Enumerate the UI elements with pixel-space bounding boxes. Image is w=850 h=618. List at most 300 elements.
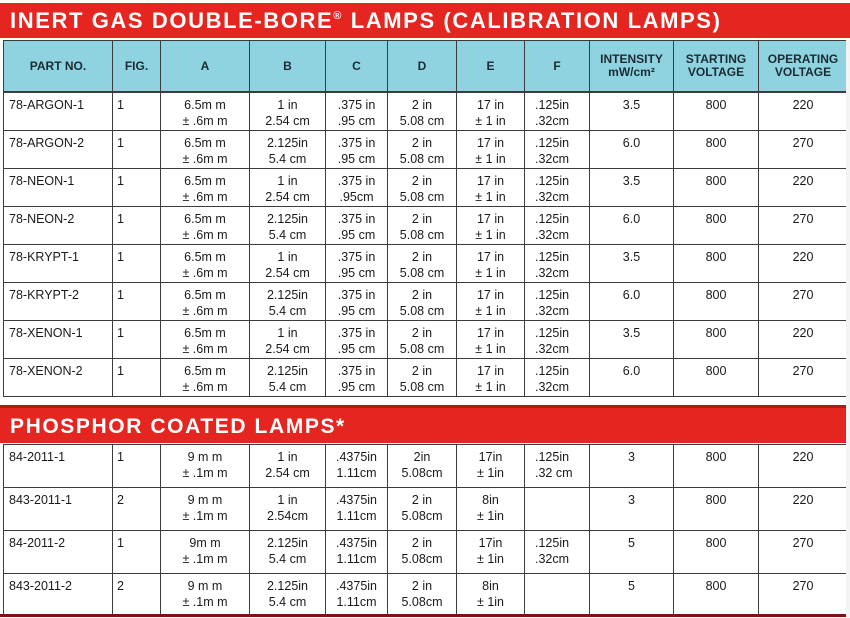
intensity-value: 5 [628,579,635,593]
dimension-a-secondary: ± .1m m [182,552,228,566]
dimension-b-cell [250,93,326,131]
starting-voltage-value: 800 [705,250,727,264]
dimension-b-values [250,245,325,281]
dimension-e-secondary: ± 1 in [475,114,506,128]
dimension-d-primary: 2 in [411,136,433,150]
header-intensity-unit: mW/cm² [608,65,655,79]
operating-voltage-value: 270 [792,536,814,550]
phosphor-lamps-banner [0,405,850,443]
header-b: B [250,41,326,92]
dimension-f-secondary: .32cm [535,552,570,566]
header-d: D [388,41,457,92]
dimension-c-primary: .375 in [337,174,376,188]
dimension-f-secondary: .32cm [535,228,570,242]
dimension-c-values [326,488,387,524]
dimension-b-values [250,207,325,243]
fig-cell [113,359,161,397]
dimension-c-primary: .4375in [335,536,377,550]
dimension-b-cell [250,207,326,245]
dimension-c-values [326,359,387,395]
dimension-a-cell [161,359,250,397]
dimension-e-primary: 17 in [476,288,505,302]
dimension-c-secondary: .95 cm [337,266,376,280]
dimension-a-secondary: ± .6m m [182,304,228,318]
dimension-e-cell [457,131,525,169]
part-number-cell [4,93,113,131]
dimension-f-primary: .125in [535,98,570,112]
dimension-b-values [250,445,325,481]
dimension-b-values [250,359,325,395]
part-number-cell [4,283,113,321]
dimension-d-primary: 2 in [411,536,433,550]
dimension-b-primary: 1 in [277,98,298,112]
dimension-c-secondary: .95 cm [337,114,376,128]
dimension-a-cell [161,283,250,321]
dimension-a-secondary: ± .6m m [182,342,228,356]
figure-number: 1 [117,288,124,302]
header-operating-label: OPERATING [767,52,839,66]
table-row [4,93,848,131]
starting-voltage-cell [674,359,759,397]
starting-voltage-cell [674,93,759,131]
dimension-d-primary: 2 in [411,98,433,112]
dimension-f-values [525,321,589,357]
dimension-a-values [161,169,249,205]
part-number: 78-ARGON-2 [9,136,85,150]
dimension-d-secondary: 5.08 cm [399,114,445,128]
dimension-a-values [161,207,249,243]
calibration-title-rest: LAMPS (CALIBRATION LAMPS) [343,8,722,33]
dimension-c-cell [326,488,388,531]
dimension-e-values [457,321,524,357]
dimension-c-values [326,245,387,281]
dimension-d-secondary: 5.08cm [401,595,443,609]
fig-cell [113,574,161,617]
header-intensity-label: INTENSITY [600,52,663,66]
dimension-c-secondary: .95cm [339,190,374,204]
operating-voltage-value: 270 [792,579,814,593]
intensity-cell [590,169,674,207]
dimension-f-cell [525,283,590,321]
dimension-d-values [388,359,456,395]
table-row [4,531,848,574]
dimension-d-secondary: 5.08 cm [399,266,445,280]
dimension-b-cell [250,131,326,169]
dimension-b-cell [250,245,326,283]
dimension-b-primary: 1 in [277,450,298,464]
dimension-e-values [457,359,524,395]
dimension-a-values [161,531,249,567]
starting-voltage-cell [674,321,759,359]
operating-voltage-cell [759,283,848,321]
dimension-f-secondary: .32cm [535,304,570,318]
dimension-e-primary: 17 in [476,250,505,264]
dimension-f-primary: .125in [535,136,570,150]
operating-voltage-value: 270 [792,212,814,226]
starting-voltage-cell [674,169,759,207]
dimension-e-values [457,531,524,567]
dimension-a-primary: 6.5m m [184,364,226,378]
dimension-d-cell [388,131,457,169]
dimension-d-values [388,488,456,524]
dimension-d-cell [388,359,457,397]
dimension-a-primary: 6.5m m [184,174,226,188]
operating-voltage-value: 220 [792,174,814,188]
dimension-a-primary: 9 m m [187,579,223,593]
table-row [4,574,848,617]
fig-cell [113,169,161,207]
intensity-cell [590,245,674,283]
header-operating-voltage-label: VOLTAGE [774,65,832,79]
dimension-d-primary: 2 in [411,288,433,302]
figure-number: 1 [117,250,124,264]
dimension-e-secondary: ± 1 in [475,304,506,318]
dimension-b-secondary: 5.4 cm [268,552,307,566]
dimension-b-primary: 2.125in [266,288,308,302]
operating-voltage-cell [759,531,848,574]
dimension-b-values [250,131,325,167]
dimension-a-secondary: ± .6m m [182,152,228,166]
dimension-c-values [326,169,387,205]
dimension-d-values [388,131,456,167]
dimension-c-cell [326,207,388,245]
dimension-b-secondary: 5.4 cm [268,304,307,318]
dimension-d-secondary: 5.08 cm [399,380,445,394]
intensity-value: 6.0 [622,212,641,226]
operating-voltage-value: 270 [792,136,814,150]
starting-voltage-value: 800 [705,450,727,464]
dimension-a-secondary: ± .1m m [182,595,228,609]
figure-number: 1 [117,364,124,378]
dimension-a-primary: 9m m [189,536,221,550]
dimension-c-secondary: .95 cm [337,304,376,318]
dimension-e-cell [457,488,525,531]
dimension-d-values [388,531,456,567]
dimension-a-cell [161,131,250,169]
dimension-b-cell [250,359,326,397]
dimension-a-values [161,445,249,481]
dimension-a-cell [161,488,250,531]
bottom-red-edge [0,614,850,617]
table-row [4,169,848,207]
dimension-c-values [326,283,387,319]
part-number-cell [4,169,113,207]
dimension-a-primary: 9 m m [187,450,223,464]
dimension-f-cell [525,531,590,574]
dimension-c-primary: .375 in [337,98,376,112]
dimension-a-secondary: ± .6m m [182,380,228,394]
figure-number: 1 [117,136,124,150]
dimension-c-values [326,131,387,167]
intensity-value: 3.5 [622,98,641,112]
dimension-c-values [326,445,387,481]
dimension-e-values [457,488,524,524]
dimension-a-secondary: ± .6m m [182,228,228,242]
dimension-e-values [457,131,524,167]
dimension-f-cell [525,574,590,617]
dimension-d-primary: 2 in [411,212,433,226]
dimension-f-values [525,359,589,395]
dimension-b-cell [250,574,326,617]
figure-number: 1 [117,98,124,112]
part-number: 78-ARGON-1 [9,98,85,112]
dimension-b-cell [250,445,326,488]
dimension-c-cell [326,169,388,207]
dimension-a-values [161,283,249,319]
figure-number: 1 [117,450,124,464]
dimension-a-values [161,321,249,357]
dimension-d-primary: 2 in [411,493,433,507]
starting-voltage-cell [674,488,759,531]
intensity-cell [590,207,674,245]
part-number: 78-KRYPT-2 [9,288,79,302]
dimension-e-cell [457,359,525,397]
header-a: A [161,41,250,92]
dimension-a-cell [161,169,250,207]
dimension-c-values [326,531,387,567]
fig-cell [113,531,161,574]
fig-cell [113,93,161,131]
phosphor-title: PHOSPHOR COATED LAMPS* [10,415,346,438]
dimension-d-primary: 2 in [411,326,433,340]
dimension-b-values [250,531,325,567]
dimension-e-cell [457,321,525,359]
dimension-b-values [250,283,325,319]
dimension-d-cell [388,574,457,617]
dimension-c-secondary: 1.11cm [336,509,377,523]
dimension-c-cell [326,359,388,397]
figure-number: 2 [117,493,124,507]
dimension-f-cell [525,488,590,531]
fig-cell [113,131,161,169]
starting-voltage-value: 800 [705,136,727,150]
starting-voltage-value: 800 [705,98,727,112]
dimension-f-primary: .125in [535,364,570,378]
dimension-f-values [525,169,589,205]
operating-voltage-cell [759,93,848,131]
operating-voltage-value: 220 [792,450,814,464]
dimension-d-values [388,574,456,610]
part-number: 78-XENON-2 [9,364,83,378]
dimension-c-cell [326,574,388,617]
starting-voltage-value: 800 [705,364,727,378]
dimension-e-primary: 17 in [476,174,505,188]
dimension-c-primary: .375 in [337,288,376,302]
part-number-cell [4,445,113,488]
dimension-c-secondary: .95 cm [337,228,376,242]
dimension-e-secondary: ± 1in [476,509,504,523]
dimension-c-cell [326,93,388,131]
dimension-e-values [457,245,524,281]
part-number-cell [4,531,113,574]
dimension-a-values [161,359,249,395]
dimension-b-primary: 1 in [277,174,298,188]
dimension-a-values [161,245,249,281]
dimension-f-secondary: .32 cm [535,466,573,480]
dimension-b-secondary: 2.54 cm [265,466,310,480]
dimension-b-primary: 2.125in [266,136,308,150]
dimension-c-primary: .375 in [337,212,376,226]
starting-voltage-value: 800 [705,536,727,550]
dimension-d-cell [388,321,457,359]
dimension-a-values [161,93,249,129]
dimension-d-values [388,445,456,481]
starting-voltage-cell [674,207,759,245]
operating-voltage-value: 270 [792,364,814,378]
dimension-d-primary: 2in [413,450,431,464]
operating-voltage-value: 220 [792,326,814,340]
dimension-d-secondary: 5.08 cm [399,342,445,356]
operating-voltage-value: 270 [792,288,814,302]
dimension-f-cell [525,321,590,359]
dimension-e-secondary: ± 1 in [475,190,506,204]
dimension-d-cell [388,445,457,488]
dimension-a-cell [161,574,250,617]
dimension-f-cell [525,93,590,131]
operating-voltage-cell [759,169,848,207]
dimension-b-secondary: 5.4 cm [268,152,307,166]
dimension-f-secondary: .32cm [535,266,570,280]
dimension-a-primary: 6.5m m [184,288,226,302]
fig-cell [113,207,161,245]
table-row [4,488,848,531]
dimension-d-cell [388,245,457,283]
dimension-e-cell [457,445,525,488]
starting-voltage-value: 800 [705,493,727,507]
part-number: 84-2011-1 [9,450,66,464]
dimension-c-cell [326,445,388,488]
dimension-e-primary: 17 in [476,98,505,112]
dimension-e-primary: 17 in [476,326,505,340]
fig-cell [113,321,161,359]
intensity-cell [590,488,674,531]
dimension-d-primary: 2 in [411,250,433,264]
starting-voltage-cell [674,445,759,488]
dimension-e-primary: 8in [482,579,499,593]
dimension-d-secondary: 5.08 cm [399,228,445,242]
part-number-cell [4,359,113,397]
dimension-b-secondary: 2.54 cm [265,190,310,204]
part-number-cell [4,574,113,617]
dimension-c-values [326,207,387,243]
part-number-cell [4,321,113,359]
dimension-b-cell [250,321,326,359]
table-row [4,321,848,359]
column-header-row [4,41,848,92]
dimension-d-cell [388,283,457,321]
operating-voltage-value: 220 [792,493,814,507]
dimension-b-secondary: 2.54 cm [265,114,310,128]
intensity-value: 6.0 [622,136,641,150]
dimension-b-secondary: 5.4 cm [268,228,307,242]
dimension-f-cell [525,131,590,169]
part-number-cell [4,488,113,531]
table-row [4,245,848,283]
dimension-f-secondary: .32cm [535,380,570,394]
dimension-c-values [326,321,387,357]
dimension-f-primary: .125in [535,288,570,302]
dimension-a-primary: 6.5m m [184,136,226,150]
dimension-f-primary: .125in [535,174,570,188]
dimension-e-values [457,169,524,205]
dimension-f-primary: .125in [535,536,570,550]
dimension-e-values [457,93,524,129]
dimension-a-cell [161,207,250,245]
dimension-d-primary: 2 in [411,579,433,593]
dimension-b-primary: 2.125in [266,579,308,593]
dimension-d-secondary: 5.08cm [401,466,443,480]
starting-voltage-value: 800 [705,326,727,340]
dimension-e-secondary: ± 1 in [475,380,506,394]
dimension-e-primary: 17 in [476,136,505,150]
part-number: 78-XENON-1 [9,326,83,340]
dimension-f-cell [525,359,590,397]
dimension-b-cell [250,283,326,321]
dimension-c-secondary: .95 cm [337,342,376,356]
calibration-lamps-table [3,92,848,397]
dimension-b-primary: 2.125in [266,212,308,226]
header-fig: FIG. [113,41,161,92]
starting-voltage-value: 800 [705,212,727,226]
table-row [4,359,848,397]
dimension-b-primary: 2.125in [266,364,308,378]
dimension-e-cell [457,93,525,131]
calibration-table-body [4,93,848,397]
calibration-title-main: INERT GAS DOUBLE-BORE [10,8,334,33]
dimension-a-secondary: ± .6m m [182,190,228,204]
phosphor-table-body [4,445,848,617]
dimension-b-cell [250,169,326,207]
header-intensity [590,41,674,92]
starting-voltage-cell [674,531,759,574]
dimension-b-secondary: 2.54cm [267,509,308,523]
intensity-cell [590,574,674,617]
dimension-a-cell [161,245,250,283]
dimension-f-cell [525,245,590,283]
dimension-a-cell [161,93,250,131]
dimension-d-values [388,93,456,129]
dimension-d-cell [388,169,457,207]
dimension-e-primary: 17 in [476,364,505,378]
intensity-cell [590,321,674,359]
dimension-f-values [525,283,589,319]
header-starting-label: STARTING [685,52,747,66]
dimension-c-secondary: .95 cm [337,380,376,394]
dimension-e-cell [457,207,525,245]
dimension-c-values [326,93,387,129]
dimension-d-cell [388,93,457,131]
dimension-b-primary: 1 in [277,250,298,264]
operating-voltage-cell [759,321,848,359]
intensity-cell [590,93,674,131]
table-row [4,283,848,321]
intensity-value: 3.5 [622,174,641,188]
dimension-e-primary: 17 in [476,212,505,226]
dimension-f-secondary: .32cm [535,114,570,128]
header-e: E [457,41,525,92]
starting-voltage-cell [674,245,759,283]
operating-voltage-cell [759,245,848,283]
part-number: 78-NEON-2 [9,212,75,226]
dimension-c-primary: .4375in [335,493,377,507]
figure-number: 1 [117,326,124,340]
dimension-f-cell [525,207,590,245]
dimension-f-secondary: .32cm [535,152,570,166]
dimension-b-values [250,169,325,205]
dimension-f-primary: .125in [535,250,570,264]
dimension-f-values [525,488,589,492]
dimension-a-secondary: ± .6m m [182,266,228,280]
